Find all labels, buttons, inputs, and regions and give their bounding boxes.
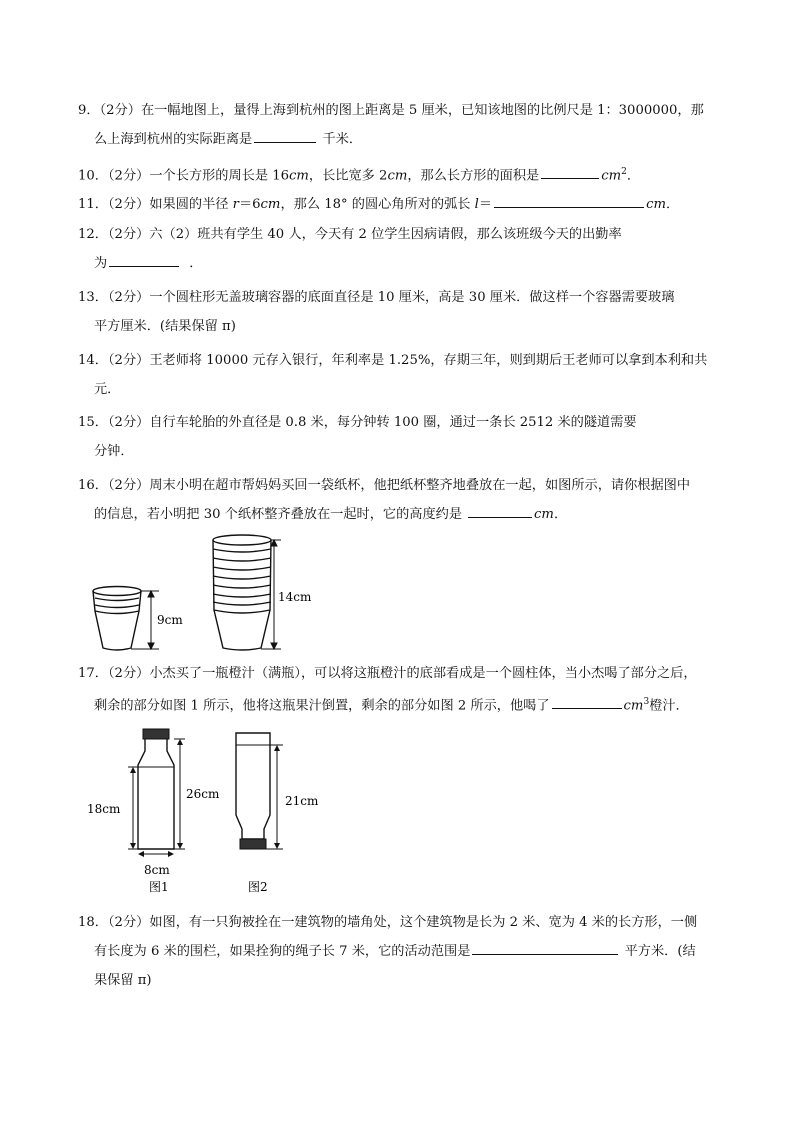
unit-text: cm bbox=[260, 197, 281, 212]
question-score: （2分） bbox=[107, 478, 150, 493]
answer-blank[interactable] bbox=[254, 129, 316, 143]
question-text: 么上海到杭州的实际距离是 bbox=[94, 132, 253, 147]
question-score: （2分） bbox=[107, 415, 150, 430]
question-number: 18． bbox=[78, 915, 108, 930]
question-score: （2分） bbox=[107, 227, 150, 242]
figure-caption-1: 图1 bbox=[149, 880, 169, 894]
question-number: 12． bbox=[78, 227, 108, 242]
question-text: ． bbox=[189, 256, 203, 271]
question-text: 小杰买了一瓶橙汁（满瓶），可以将这瓶橙汁的底部看成是一个圆柱体，当小杰喝了部分之后， bbox=[149, 666, 697, 681]
question-10 bbox=[78, 158, 728, 190]
question-12 bbox=[78, 220, 728, 278]
question-text: ． bbox=[553, 507, 568, 522]
question-text: ． bbox=[626, 168, 641, 184]
question-13 bbox=[78, 283, 728, 341]
unit-text: cm bbox=[646, 197, 666, 212]
question-text: ． bbox=[665, 197, 680, 212]
question-text: 剩余的部分如图 1 所示，他将这瓶果汁倒置，剩余的部分如图 2 所示，他喝了 bbox=[94, 698, 550, 714]
question-text: 周末小明在超市帮妈妈买回一袋纸杯，他把纸杯整齐地叠放在一起，如图所示，请你根据图中 bbox=[149, 478, 691, 493]
question-text: 果保留 π) bbox=[94, 973, 152, 988]
figure-caption-2: 图2 bbox=[248, 880, 268, 894]
unit-text: cm bbox=[387, 168, 408, 184]
unit-text: cm bbox=[623, 698, 644, 714]
question-text: ＝ bbox=[478, 197, 493, 212]
cup-height-label-9: 9cm bbox=[157, 613, 183, 627]
unit-text: cm bbox=[289, 168, 309, 184]
question-text: 王老师将 10000 元存入银行，年利率是 1.25%，存期三年，则到期后王老师可以拿到本利和共 bbox=[149, 353, 708, 368]
unit-text: cm bbox=[601, 168, 622, 184]
question-11 bbox=[78, 190, 728, 219]
unit-text: cm bbox=[534, 507, 554, 522]
question-text: 在一幅地图上，量得上海到杭州的图上距离是 5 厘米，已知该地图的比例尺是 1：3000000，那 bbox=[140, 103, 704, 118]
question-17 bbox=[78, 659, 728, 720]
question-number: 11． bbox=[78, 197, 108, 212]
question-text: 元． bbox=[94, 382, 121, 397]
question-text: 平方米．(结 bbox=[620, 944, 696, 959]
answer-blank[interactable] bbox=[468, 504, 532, 518]
question-number: 9． bbox=[78, 103, 100, 118]
question-9 bbox=[78, 96, 728, 154]
question-number: 17． bbox=[78, 666, 108, 681]
question-text: 千米． bbox=[318, 132, 363, 147]
question-14 bbox=[78, 346, 728, 404]
question-number: 13． bbox=[78, 290, 108, 305]
question-text: ，那么 18° 的圆心角所对的弧长 bbox=[280, 197, 475, 212]
question-15 bbox=[78, 408, 728, 466]
height-label-18: 18cm bbox=[87, 802, 121, 816]
question-number: 14． bbox=[78, 353, 108, 368]
cup-height-label-14: 14cm bbox=[278, 590, 312, 604]
question-score: （2分） bbox=[107, 353, 150, 368]
question-text: 如图，有一只狗被拴在一建筑物的墙角处，这个建筑物是长为 2 米、宽为 4 米的长方形，一侧 bbox=[149, 915, 698, 930]
question-score: （2分） bbox=[107, 666, 150, 681]
question-text: 的信息，若小明把 30 个纸杯整齐叠放在一起时，它的高度约是 bbox=[94, 507, 463, 522]
answer-blank[interactable] bbox=[541, 165, 599, 179]
unit-superscript: 2 bbox=[621, 167, 627, 177]
question-number: 10． bbox=[78, 168, 108, 184]
bottles-figure bbox=[85, 725, 345, 895]
width-label-8: 8cm bbox=[144, 863, 170, 877]
question-text: ，长比宽多 2 bbox=[308, 168, 388, 184]
question-text: 橙汁． bbox=[649, 698, 689, 714]
answer-blank[interactable] bbox=[109, 253, 179, 267]
question-18 bbox=[78, 908, 728, 995]
question-text: ，那么长方形的面积是 bbox=[407, 168, 540, 184]
question-text: 为 bbox=[94, 256, 108, 271]
answer-blank[interactable] bbox=[552, 695, 622, 709]
question-text: ＝6 bbox=[238, 197, 261, 212]
question-text: 六（2）班共有学生 40 人，今天有 2 位学生因病请假，那么该班级今天的出勤率 bbox=[149, 227, 622, 242]
question-text: 有长度为 6 米的围栏，如果拴狗的绳子长 7 米，它的活动范围是 bbox=[94, 944, 471, 959]
question-16 bbox=[78, 471, 728, 529]
question-text: 一个长方形的周长是 16 bbox=[149, 168, 289, 184]
question-score: （2分） bbox=[99, 103, 141, 118]
question-number: 15． bbox=[78, 415, 108, 430]
answer-blank[interactable] bbox=[494, 194, 644, 208]
cups-figure bbox=[85, 530, 325, 660]
question-text: 一个圆柱形无盖玻璃容器的底面直径是 10 厘米，高是 30 厘米．做这样一个容器需要玻璃 bbox=[149, 290, 675, 305]
question-score: （2分） bbox=[107, 168, 150, 184]
answer-blank[interactable] bbox=[472, 941, 618, 955]
height-label-26: 26cm bbox=[186, 787, 220, 801]
unit-superscript: 3 bbox=[643, 697, 650, 707]
question-text: 如果圆的半径 bbox=[149, 197, 233, 212]
variable-text: l bbox=[474, 197, 479, 212]
question-text: 自行车轮胎的外直径是 0.8 米，每分钟转 100 圈，通过一条长 2512 米的隧道需要 bbox=[149, 415, 637, 430]
question-number: 16． bbox=[78, 478, 108, 493]
question-text: 分钟． bbox=[94, 444, 134, 459]
question-text: 平方厘米．(结果保留 π) bbox=[94, 319, 236, 334]
height-label-21: 21cm bbox=[285, 794, 319, 808]
question-score: （2分） bbox=[107, 290, 150, 305]
variable-text: r bbox=[232, 197, 239, 212]
question-score: （2分） bbox=[107, 915, 150, 930]
question-score: （2分） bbox=[107, 197, 150, 212]
